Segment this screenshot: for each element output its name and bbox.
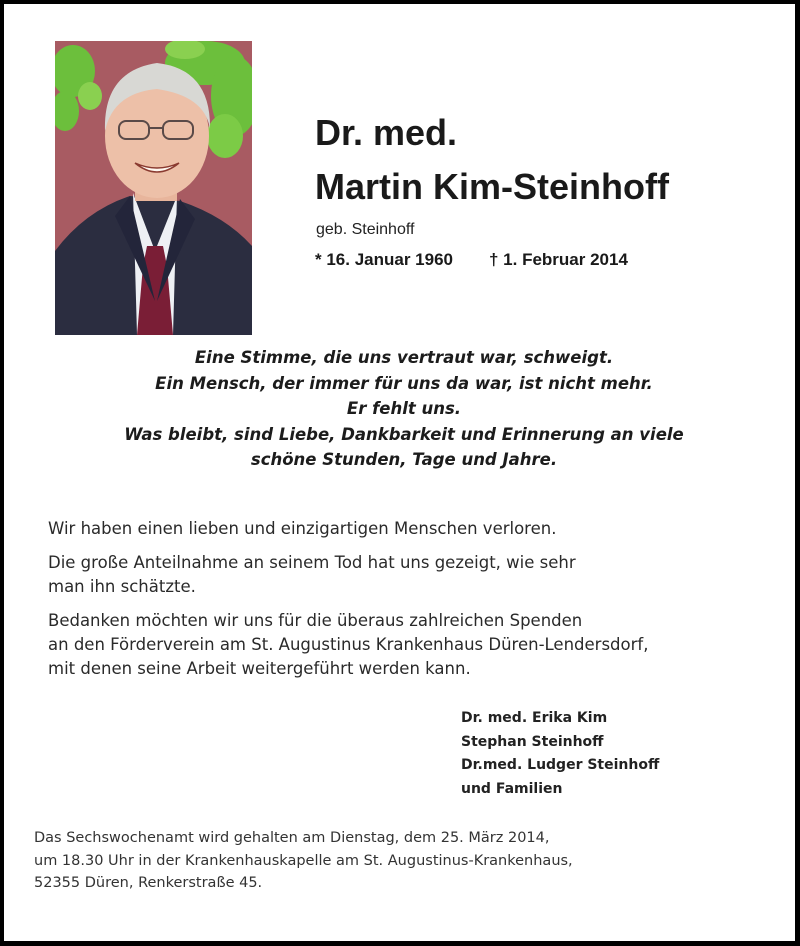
notice-line: Das Sechswochenamt wird gehalten am Dienstag, dem 25. März 2014, (34, 830, 550, 846)
poem-line: Ein Mensch, der immer für uns da war, ist nicht mehr. (155, 373, 653, 393)
body-text (48, 517, 648, 691)
portrait-photo (55, 41, 252, 335)
body-line: Die große Anteilnahme an seinem Tod hat uns gezeigt, wie sehr (48, 553, 576, 572)
notice-line: um 18.30 Uhr in der Krankenhauskapelle am St. Augustinus-Krankenhaus, (34, 852, 573, 869)
poem-line: schöne Stunden, Tage und Jahre. (250, 450, 558, 469)
body-paragraph (48, 609, 648, 681)
body-line: an den Förderverein am St. Augustinus Krankenhaus Düren-Lendersdorf, (48, 635, 649, 654)
death-date: † 1. Februar 2014 (488, 250, 628, 269)
obituary-card (4, 4, 795, 941)
body-line: man ihn schätzte. (48, 577, 196, 596)
mourner: und Familien (461, 780, 563, 797)
birth-name: geb. Steinhoff (316, 221, 415, 238)
poem-line: Eine Stimme, die uns vertraut war, schweigt. (194, 348, 614, 367)
life-dates (315, 250, 628, 270)
service-notice (34, 827, 573, 895)
title-academic: Dr. med. (315, 112, 458, 153)
body-paragraph (48, 551, 648, 599)
body-line: Bedanken möchten wir uns für die überaus zahlreichen Spenden (48, 611, 583, 630)
mourner: Stephan Steinhoff (461, 733, 604, 750)
memorial-poem (64, 345, 744, 473)
poem-line: Was bleibt, sind Liebe, Dankbarkeit und Erinnerung an viele (124, 424, 684, 444)
body-line: mit denen seine Arbeit weitergeführt werden kann. (48, 659, 471, 678)
body-line: Wir haben einen lieben und einzigartigen Menschen verloren. (48, 519, 557, 538)
poem-line: Er fehlt uns. (346, 399, 462, 418)
birth-date: * 16. Januar 1960 (315, 250, 453, 269)
mourner: Dr.med. Ludger Steinhoff (461, 757, 660, 773)
deceased-name: Martin Kim-Steinhoff (315, 166, 669, 207)
mourners-list (461, 707, 659, 801)
notice-line: 52355 Düren, Renkerstraße 45. (34, 875, 263, 891)
body-paragraph (48, 517, 648, 541)
mourner: Dr. med. Erika Kim (461, 710, 608, 726)
